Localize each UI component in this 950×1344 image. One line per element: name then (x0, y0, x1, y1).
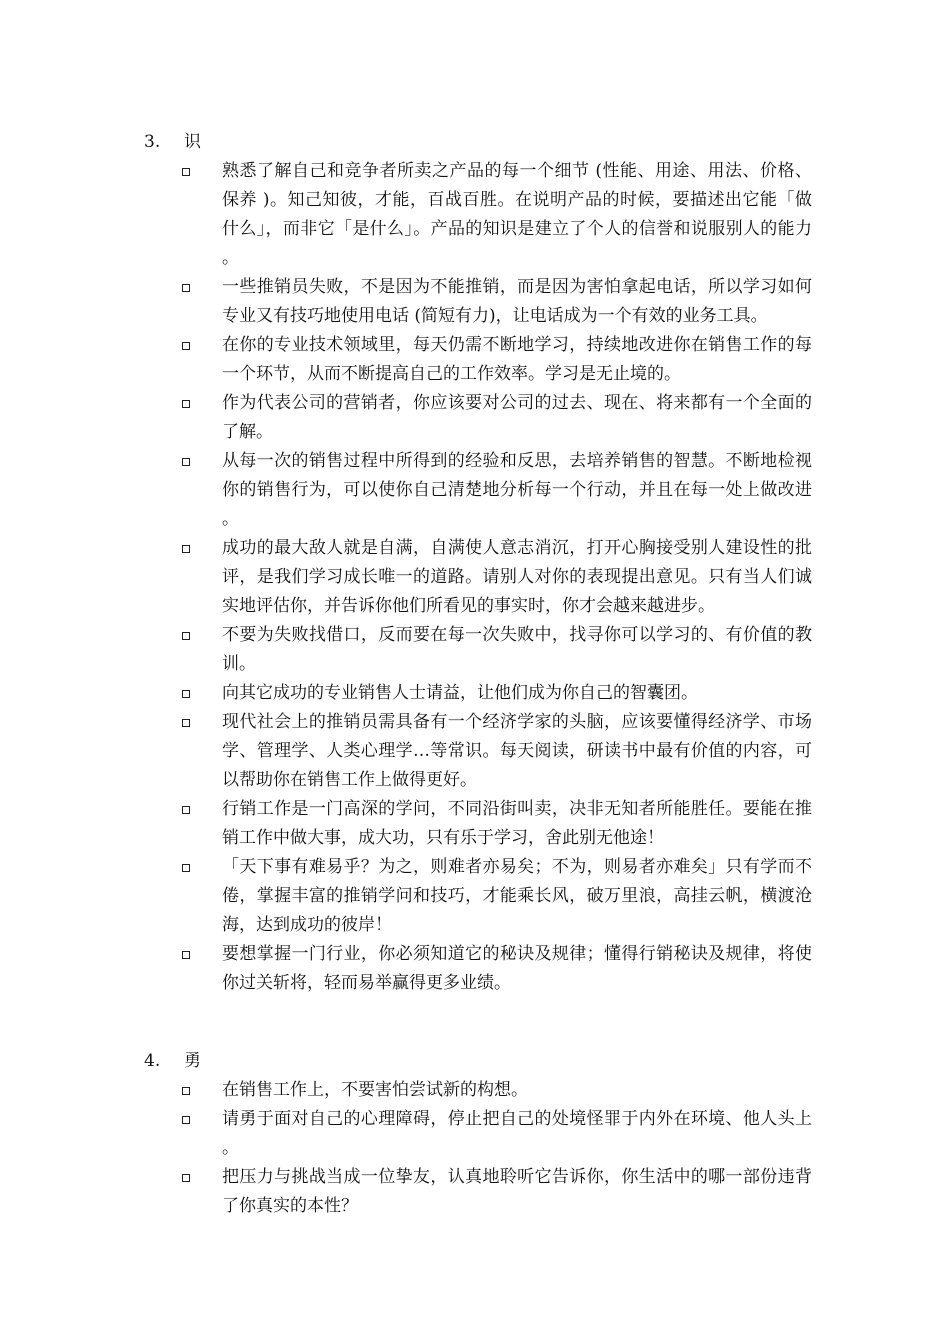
square-bullet-icon (182, 864, 190, 872)
list-item (0, 1105, 950, 1163)
list-item (0, 447, 950, 534)
square-bullet-icon (182, 284, 190, 292)
section-3 (0, 128, 950, 998)
square-bullet-icon (182, 806, 190, 814)
list-item-text: 现代社会上的推销员需具备有一个经济学家的头脑，应该要懂得经济学、市场学、管理学、人类心理学…等常识。每天阅读，研读书中最有价值的内容，可以帮助你在销售工作上做得更好。 (222, 712, 812, 790)
square-bullet-icon (182, 168, 190, 176)
square-bullet-icon (182, 719, 190, 727)
list-item-text: 行销工作是一门高深的学问，不同沿街叫卖，决非无知者所能胜任。要能在推销工作中做大事，成大功，只有乐于学习，舍此别无他途！ (222, 799, 812, 848)
section-heading (0, 1047, 950, 1076)
list-item (0, 157, 950, 273)
square-bullet-icon (182, 545, 190, 553)
list-item-text: 不要为失败找借口，反而要在每一次失败中，找寻你可以学习的、有价值的教训。 (222, 625, 812, 674)
section-heading (0, 128, 950, 157)
list-item-text: 在你的专业技术领域里，每天仍需不断地学习，持续地改进你在销售工作的每一个环节，从而不断提高自己的工作效率。学习是无止境的。 (222, 335, 812, 384)
list-item (0, 621, 950, 679)
list-item (0, 708, 950, 795)
list-item (0, 679, 950, 708)
section-number: 4. (144, 1051, 161, 1071)
square-bullet-icon (182, 1087, 190, 1095)
list-item (0, 389, 950, 447)
square-bullet-icon (182, 690, 190, 698)
square-bullet-icon (182, 1174, 190, 1182)
list-item (0, 853, 950, 940)
list-item-text: 「天下事有难易乎？为之，则难者亦易矣；不为，则易者亦难矣」只有学而不倦，掌握丰富的推销学问和技巧，才能乘长风，破万里浪，高挂云帆，横渡沧海，达到成功的彼岸！ (222, 857, 812, 935)
list-item-text: 请勇于面对自己的心理障碍，停止把自己的处境怪罪于内外在环境、他人头上。 (222, 1109, 812, 1158)
list-item-text: 把压力与挑战当成一位挚友，认真地聆听它告诉你，你生活中的哪一部份违背了你真实的本性？ (222, 1167, 812, 1216)
list-item-text: 一些推销员失败，不是因为不能推销，而是因为害怕拿起电话，所以学习如何专业又有技巧地使用电话 (简短有力)，让电话成为一个有效的业务工具。 (222, 277, 812, 326)
list-item-text: 要想掌握一门行业，你必须知道它的秘诀及规律；懂得行销秘诀及规律，将使你过关斩将，轻而易举赢得更多业绩。 (222, 944, 812, 993)
bullet-list (0, 1076, 950, 1221)
section-title: 识 (184, 132, 201, 152)
list-item-text: 作为代表公司的营销者，你应该要对公司的过去、现在、将来都有一个全面的了解。 (222, 393, 812, 442)
square-bullet-icon (182, 1116, 190, 1124)
square-bullet-icon (182, 342, 190, 350)
list-item (0, 940, 950, 998)
section-number: 3. (144, 132, 161, 152)
list-item (0, 1163, 950, 1221)
list-item (0, 1076, 950, 1105)
section-title: 勇 (184, 1051, 201, 1071)
section-4 (0, 1047, 950, 1221)
square-bullet-icon (182, 632, 190, 640)
list-item (0, 795, 950, 853)
list-item (0, 331, 950, 389)
list-item-text: 向其它成功的专业销售人士请益，让他们成为你自己的智囊团。 (222, 683, 698, 703)
square-bullet-icon (182, 400, 190, 408)
list-item (0, 273, 950, 331)
bullet-list (0, 157, 950, 998)
list-item-text: 熟悉了解自己和竞争者所卖之产品的每一个细节 (性能、用途、用法、价格、保养 )。知己知彼，才能，百战百胜。在说明产品的时候，要描述出它能「做什么」，而非它「是什么」。产品的知识是建立了个人的信誉和说服别人的能力。 (222, 161, 812, 268)
list-item-text: 成功的最大敌人就是自满，自满使人意志消沉，打开心胸接受别人建设性的批评，是我们学习成长唯一的道路。请别人对你的表现提出意见。只有当人们诚实地评估你，并告诉你他们所看见的事实时，你才会越来越进步。 (222, 538, 812, 616)
square-bullet-icon (182, 458, 190, 466)
list-item-text: 从每一次的销售过程中所得到的经验和反思，去培养销售的智慧。不断地检视你的销售行为，可以使你自己清楚地分析每一个行动，并且在每一处上做改进。 (222, 451, 812, 529)
list-item (0, 534, 950, 621)
list-item-text: 在销售工作上，不要害怕尝试新的构想。 (222, 1080, 528, 1100)
square-bullet-icon (182, 951, 190, 959)
